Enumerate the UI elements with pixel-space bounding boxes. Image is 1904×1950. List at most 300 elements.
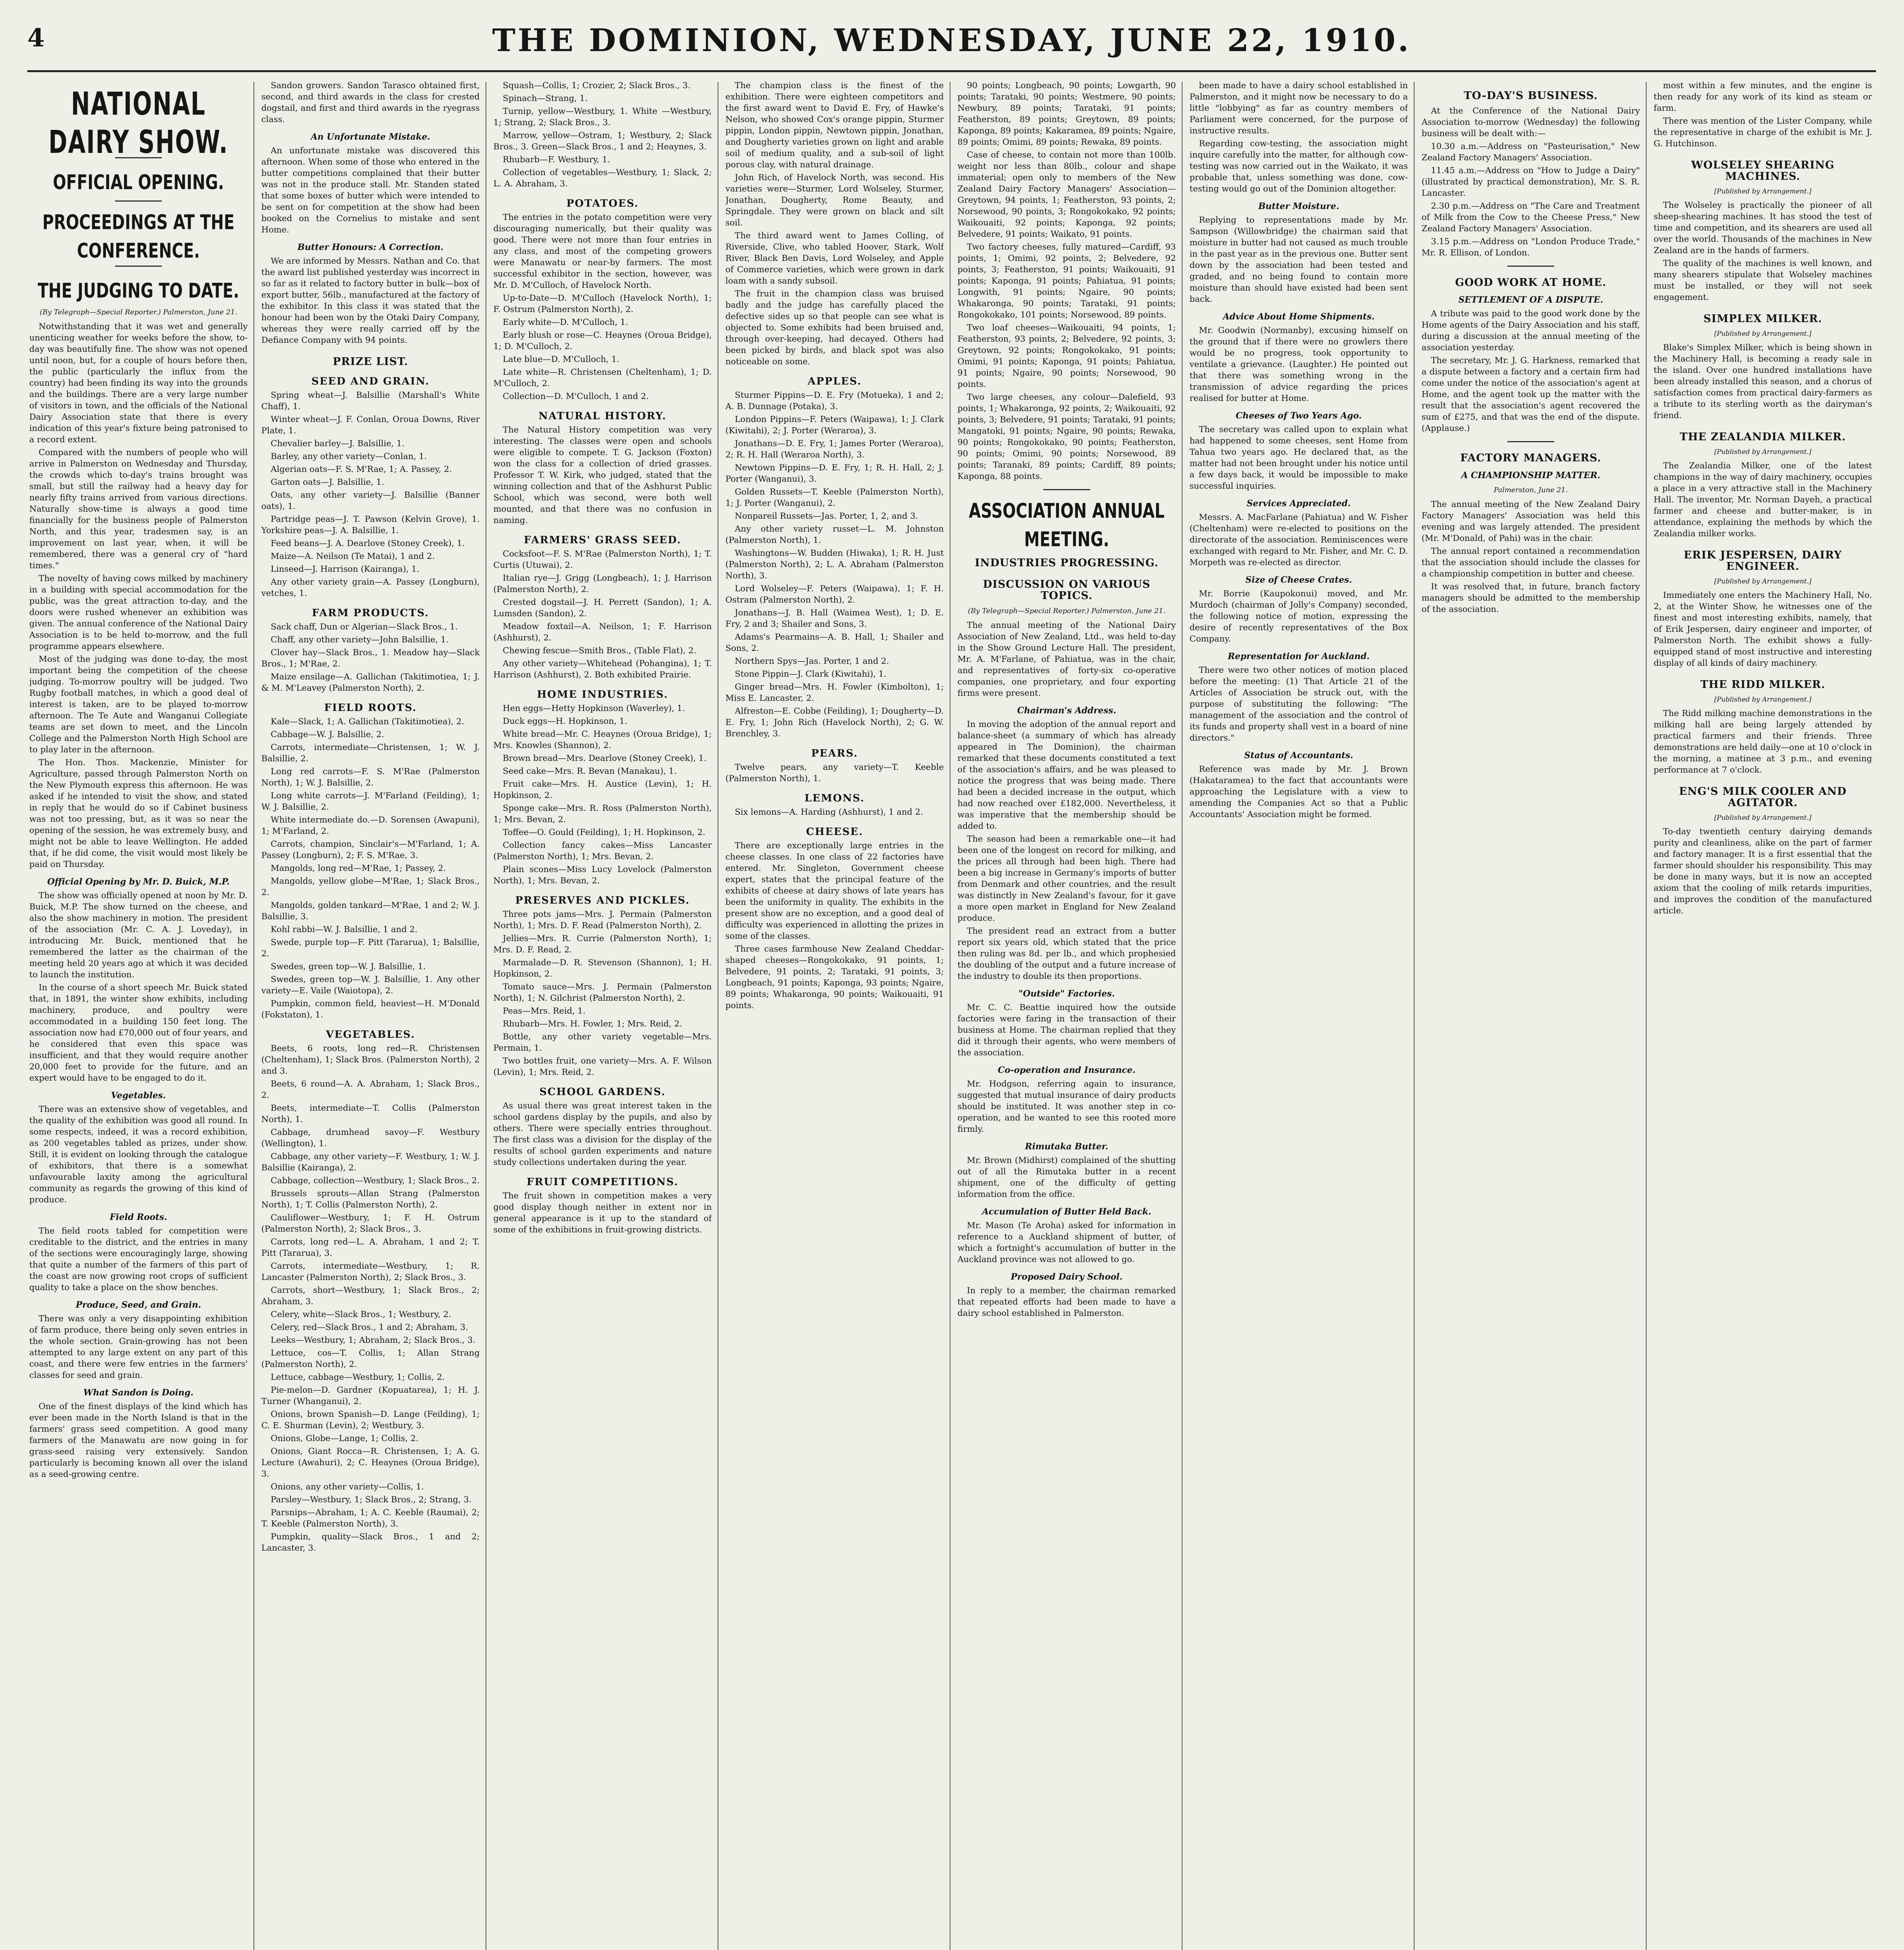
paragraph: Brown bread—Mrs. Dearlove (Stoney Creek), 1. (503, 753, 707, 763)
paragraph: Tomato sauce—Mrs. J. Permain (Palmerston North), 1; N. Gilchrist (Palmerston North), 2. (493, 982, 712, 1003)
masthead-title: THE DOMINION, WEDNESDAY, JUNE 22, 1910. (492, 22, 1411, 58)
paragraph: Swedes, green top—W. J. Balsillie, 1. (271, 962, 426, 971)
paragraph: The fruit in the champion class was bruised badly and the judge has carefully placed the defective sides up so that people can see what is objected to. Some exhibits had been bruised and, through over-keeping, had decayed. Others had been picked by birds, and black spot was also noticeable on some. (725, 289, 944, 367)
article-body (1654, 826, 1872, 916)
paragraph: Pumpkin, quality—Slack Bros., 1 and 2; Lancaster, 3. (261, 1532, 480, 1553)
paragraph: Washingtons—W. Budden (Hiwaka), 1; R. H. Just (Palmerston North), 2; L. A. Abraham (Palmerston North), 3. (725, 548, 944, 581)
article-body (493, 1190, 712, 1236)
paragraph: Late white—R. Christensen (Cheltenham), 1; D. M'Culloch, 2. (493, 367, 712, 388)
paragraph: At the Conference of the National Dairy Association to-morrow (Wednesday) the following business will be dealt with:— (1422, 106, 1640, 138)
subheading: Vegetables. (111, 1090, 166, 1101)
paragraph: Chaff, any other variety—John Balsillie, 1. (271, 635, 449, 645)
article-body (1190, 424, 1408, 492)
paragraph: A tribute was paid to the good work done by the Home agents of the Dairy Association and his staff, during a discussion at the annual meeting of the association yesterday. (1422, 309, 1640, 353)
prize-entries (261, 390, 480, 599)
paragraph: Sponge cake—Mrs. R. Ross (Palmerston North), 1; Mrs. Bevan, 2. (493, 803, 712, 824)
headline-zealandia: THE ZEALANDIA MILKER. (1679, 431, 1846, 443)
paragraph: Clover hay—Slack Bros., 1. Meadow hay—Slack Bros., 1; M'Rae, 2. (261, 648, 480, 669)
page-number: 4 (27, 23, 45, 53)
paragraph: Two factory cheeses, fully matured—Cardiff, 93 points, 1; Omimi, 92 points, 2; Belvedere, 92 points, 3; Featherston, 91 points; Waikouaiti, 91 points; Kaponga, 91 points; Pahiatua, 91 points; Longwith, 91 points; Ngaire, 90 points; Whakaronga, 90 points; Tarataki, 91 points; Rongokokako, 101 points; Norsewood, 89 points. (957, 242, 1176, 320)
paragraph: Celery, red—Slack Bros., 1 and 2; Abraham, 3. (271, 1322, 468, 1332)
paragraph: been made to have a dairy school established in Palmerston, and it might now be necessary to do a little "lobbying" as far as country members of Parliament were concerned, for the purpose of instructive results. (1190, 81, 1408, 136)
paragraph: The quality of the machines is well known, and many shearers stipulate that Wolseley machines must be installed, or they will not seek engagement. (1654, 259, 1872, 302)
article-body (1654, 708, 1872, 776)
paragraph: Parsnips—Abraham, 1; A. C. Keeble (Raumai), 2; T. Keeble (Palmerston North), 3. (261, 1508, 480, 1529)
paragraph: Maize—A. Neilson (Te Matai), 1 and 2. (271, 551, 435, 561)
paragraph: London Pippins—F. Peters (Waipawa), 1; J. Clark (Kiwitahi), 2; J. Porter (Weraroa), 3. (725, 415, 944, 436)
headline-simplex: SIMPLEX MILKER. (1703, 313, 1822, 325)
paragraph: In reply to a member, the chairman remarked that repeated efforts had been made to have a dairy school established in Palmerston. (957, 1286, 1176, 1318)
paragraph: Collection fancy cakes—Miss Lancaster (Palmerston North), 1; Mrs. Bevan, 2. (493, 840, 712, 862)
article-body (1190, 80, 1408, 195)
headline-official-opening: OFFICIAL OPENING. (53, 171, 224, 194)
subheadline: DISCUSSION ON VARIOUS TOPICS. (983, 578, 1151, 602)
paragraph: Mr. Mason (Te Aroha) asked for information in reference to a Auckland shipment of butter, of which a fortnight's accumulation of butter in the Auckland province was not allowed to go. (957, 1221, 1176, 1264)
paragraph: The entries in the potato competition were very discouraging numerically, but their quality was good. There were not more than four entries in any class, and most of the competing growers were Manawatu or near-by farmers. The most successful exhibitor in the section, however, was Mr. D. M'Culloch, of Havelock North. (493, 213, 712, 290)
paragraph: 11.45 a.m.—Address on "How to Judge a Dairy" (illustrated by practical demonstration), Mr. S. R. Lancaster. (1422, 166, 1640, 198)
section-heading: FARM PRODUCTS. (312, 607, 429, 619)
paragraph: The annual meeting of the New Zealand Dairy Factory Managers' Association was held this evening and was largely attended. The president (Mr. M'Donald, of Pahi) was in the chair. (1422, 500, 1640, 543)
paragraph: The show was officially opened at noon by Mr. D. Buick, M.P. The show turned on the cheese, and also the show machinery in motion. The president of the association (Mr. C. A. J. Loveday), in introducing Mr. Buick, mentioned that he remembered the latter as the chairman of the meeting held 20 years ago at which it was decided to launch the institution. (29, 891, 248, 980)
paragraph: Cabbage, drumhead savoy—F. Westbury (Wellington), 1. (261, 1127, 480, 1149)
column-7 (1422, 80, 1640, 1950)
subheading: Field Roots. (110, 1212, 167, 1222)
paragraph: Marrow, yellow—Ostram, 1; Westbury, 2; Slack Bros., 3. Green—Slack Bros., 1 and 2; Heaynes, 3. (493, 131, 712, 152)
paragraph: Italian rye—J. Grigg (Longbeach), 1; J. Harrison (Palmerston North), 2. (493, 573, 712, 594)
paragraph: Nonpareil Russets—Jas. Porter, 1, 2, and 3. (735, 511, 918, 521)
paragraph: The champion class is the finest of the exhibition. There were eighteen competitors and the first award went to David E. Fry, of Hawke's Nelson, who showed Cox's orange pippin, Sturmer pippin, London pippin, Newtown pippin, Jonathan, and Dougherty varieties grown on light and arable soil of medium quality, and a sub-soil of light porous clay, with natural drainage. (725, 81, 944, 170)
article-body (261, 145, 480, 236)
paragraph: It was resolved that, in future, branch factory managers should be admitted to the membership of the association. (1422, 582, 1640, 614)
byline: (By Telegraph—Special Reporter.) Palmerston, June 21. (968, 607, 1166, 615)
paragraph: Seed cake—Mrs. R. Bevan (Manakau), 1. (503, 766, 677, 776)
paragraph: Linseed—J. Harrison (Kairanga), 1. (271, 564, 420, 574)
article-body (29, 1313, 248, 1381)
paragraph: Early blush or rose—C. Heaynes (Oroua Bridge), 1; D. M'Culloch, 2. (493, 330, 712, 351)
section-heading: APPLES. (807, 376, 862, 387)
prize-entries (725, 807, 944, 818)
paragraph: Swedes, green top—W. J. Balsillie, 1. Any other variety—E. Vaile (Waiotopa), 2. (261, 975, 480, 996)
paragraph: most within a few minutes, and the engine is then ready for any work of its kind as steam or farm. (1654, 81, 1872, 113)
paragraph: Newtown Pippins—D. E. Fry, 1; R. H. Hall, 2; J. Porter (Wanganui), 3. (725, 463, 944, 484)
paragraph: Crested dogstail—J. H. Perrett (Sandon), 1; A. Lumsden (Sandon), 2. (493, 597, 712, 619)
subheading: Status of Accountants. (1244, 750, 1353, 760)
divider (1043, 489, 1090, 490)
paragraph: The Hon. Thos. Mackenzie, Minister for Agriculture, passed through Palmerston North on the New Plymouth express this afternoon. He was asked if he intended to visit the show, and stated in reply that he would do so if Cabinet business was not too pressing, but, as it was so near the opening of the session, he was extremely busy, and might not be able to leave Wellington. He added that, if he did come, the visit would most likely be paid on Thursday. (29, 758, 248, 869)
subheading: Cheeses of Two Years Ago. (1236, 411, 1362, 421)
headline-jespersen: ERIK JESPERSEN, DAIRY ENGINEER. (1684, 549, 1842, 573)
paragraph: We are informed by Messrs. Nathan and Co. that the award list published yesterday was incorrect in so far as it related to factory butter in bulk—box of export butter, 56lb., manufactured at the factory of the exhibitor. In this class it was stated that the honour had been won by the Otaki Dairy Company, whereas they were really carried off by the Defiance Company with 94 points. (261, 256, 480, 345)
paragraph: Plain scones—Miss Lucy Lovelock (Palmerston North), 1; Mrs. Bevan, 2. (493, 865, 712, 886)
paragraph: Parsley—Westbury, 1; Slack Bros., 2; Strang, 3. (271, 1495, 472, 1505)
divider (115, 266, 162, 267)
paragraph: Up-to-Date—D. M'Culloch (Havelock North), 1; F. Ostrum (Palmerston North), 2. (493, 293, 712, 314)
headline-dairy-show: NATIONAL DAIRY SHOW. (48, 85, 229, 161)
paragraph: Cabbage, any other variety—F. Westbury, 1; W. J. Balsillie (Kairanga), 2. (261, 1152, 480, 1173)
paragraph: Onions, any other variety—Collis, 1. (271, 1482, 424, 1492)
paragraph: Most of the judging was done to-day, the most important being the competition of the cheese judging. To-morrow poultry will be judged. Two Rugby football matches, in which a good deal of interest is taken, are to be played to-morrow afternoon. The Te Aute and Wanganui Collegiate teams are set down to meet, and the Lincoln College and the Palmerston North High School are to play later in the afternoon. (29, 654, 248, 755)
paragraph: Maize ensilage—A. Gallichan (Takitimotiea, 1; J. & M. M'Leavey (Palmerston North), 2. (261, 672, 480, 693)
paragraph: In moving the adoption of the annual report and balance-sheet (a summary of which has already appeared in The Dominion), the chairman remarked that these documents constituted a text of the association's affairs, and he was pleased to notice the progress that was being made. There had been a decided increase in the output, which had now reached over £182,000. Nevertheless, it was imperative that the membership should be added to. (957, 720, 1176, 831)
article-body (1654, 80, 1872, 149)
paragraph: Peas—Mrs. Reid, 1. (503, 1006, 586, 1016)
article-body (29, 321, 248, 870)
article-body (725, 840, 944, 1011)
subheading: Butter Honours: A Correction. (297, 242, 444, 252)
section-heading: SEED AND GRAIN. (311, 376, 430, 387)
paragraph: Mangolds, yellow globe—M'Rae, 1; Slack Bros., 2. (261, 876, 480, 897)
paragraph: Cabbage, collection—Westbury, 1; Slack Bros., 2. (271, 1176, 480, 1186)
column-rule (1646, 82, 1647, 1950)
column-4 (725, 80, 944, 1950)
section-heading: FRUIT COMPETITIONS. (527, 1176, 679, 1188)
paragraph: Barley, any other variety—Conlan, 1. (271, 452, 427, 461)
section-heading: PEARS. (811, 748, 858, 759)
subheading: Services Appreciated. (1246, 498, 1351, 509)
paragraph: Brussels sprouts—Allan Strang (Palmerston North), 1; T. Collis (Palmerston North), 2. (261, 1189, 480, 1210)
paragraph: White intermediate do.—D. Sorensen (Awapuni), 1; M'Farland, 2. (261, 815, 480, 836)
headline-judging: THE JUDGING TO DATE. (37, 279, 239, 303)
prize-entries (493, 703, 712, 886)
article-body (957, 1002, 1176, 1058)
paragraph: Spinach—Strang, 1. (503, 94, 588, 103)
paragraph: Mangolds, golden tankard—M'Rae, 1 and 2; W. J. Balsillie, 3. (261, 901, 480, 922)
paragraph: Jellies—Mrs. R. Currie (Palmerston North), 1; Mrs. D. F. Read, 2. (493, 934, 712, 955)
article-body (493, 1100, 712, 1168)
column-5 (957, 80, 1176, 1950)
article-body (957, 1220, 1176, 1265)
headline-ridd: THE RIDD MILKER. (1700, 679, 1826, 691)
paragraph: The fruit shown in competition makes a very good display though neither in extent nor in general appearance is it up to the standard of some of the exhibitions in fruit-growing districts. (493, 1191, 712, 1235)
paragraph: Marmalade—D. R. Stevenson (Shannon), 1; H. Hopkinson, 2. (493, 958, 712, 979)
published-note: [Published by Arrangement.] (1714, 188, 1812, 195)
article-body (261, 80, 480, 125)
paragraph: Collection—D. M'Culloch, 1 and 2. (503, 392, 649, 401)
paragraph: Bottle, any other variety vegetable—Mrs. Permain, 1. (493, 1032, 712, 1053)
article-body (957, 1078, 1176, 1135)
paragraph: One of the finest displays of the kind which has ever been made in the North Island is that in the farmers' grass seed competition. A good many farmers of the Manawatu are now going in for grass-seed raising very extensively. Sandon particularly is becoming known all over the island as a seed-growing centre. (29, 1402, 248, 1479)
prize-entries (261, 1043, 480, 1554)
paragraph: Fruit cake—Mrs. H. Austice (Levin), 1; H. Hopkinson, 2. (493, 779, 712, 800)
paragraph: The Ridd milking machine demonstrations in the milking hall are being largely attended by practical farmers and their friends. Three demonstrations are held daily—one at 10 o'clock in the morning, a matinee at 3 p.m., and evening performance at 7 o'clock. (1654, 709, 1872, 775)
subheading: Advice About Home Shipments. (1223, 312, 1375, 322)
paragraph: Carrots, intermediate—Westbury, 1; R. Lancaster (Palmerston North), 2; Slack Bros., 3. (261, 1261, 480, 1282)
paragraph: There are exceptionally large entries in the cheese classes. In one class of 22 factories have entered. Mr. Singleton, Government cheese expert, states that the principal feature of the exhibits of cheese at dairy shows of late years has been the uniformity in quality. The exhibits in the present show are no exception, and a good deal of difficulty was experienced in allotting the prizes in some of the classes. (725, 841, 944, 941)
paragraph: Twelve pears, any variety—T. Keeble (Palmerston North), 1. (725, 762, 944, 784)
article-body (1190, 512, 1408, 568)
paragraph: Spring wheat—J. Balsillie (Marshall's White Chaff), 1. (261, 390, 480, 411)
paragraph: Case of cheese, to contain not more than 100lb. weight nor less than 80lb., colour and shape immaterial; open only to members of the New Zealand Dairy Factory Managers' Association—Greytown, 94 points, 1; Featherston, 93 points, 2; Norsewood, 90 points, 3; Rongokokako, 92 points; Waikouaiti, 92 points; Kaponga, 92 points; Belvedere, 91 points; Waikato, 91 points. (957, 150, 1176, 239)
paragraph: As usual there was great interest taken in the school gardens display by the pupils, and also by others. There were specially entries throughout. The first class was a division for the display of the results of school garden experiments and nature study collections undertaken during the year. (493, 1101, 712, 1167)
article-body (29, 1401, 248, 1480)
paragraph: Northern Spys—Jas. Porter, 1 and 2. (735, 656, 889, 666)
paragraph: Late blue—D. M'Culloch, 1. (503, 355, 620, 364)
paragraph: Garton oats—J. Balsillie, 1. (271, 477, 385, 487)
paragraph: The season had been a remarkable one—it had been one of the longest on record for milking, and the prices all through had been high. There had been a big increase in Germany's imports of butter from Denmark and other countries, and the result was distinctly in New Zealand's favour, for it gave a more open market in England for New Zealand produce. (957, 834, 1176, 923)
paragraph: Notwithstanding that it was wet and generally unenticing weather for weeks before the show, to-day was beautifully fine. The show was not opened until noon, but, for a couple of hours before then, the public (particularly the influx from the country) had been finding its way into the grounds and the buildings. There are a very large number of visitors in town, and the officials of the National Dairy Association state that there is every indication of this year's fixture being patronised to a record extent. (29, 322, 248, 445)
paragraph: Carrots, champion, Sinclair's—M'Farland, 1; A. Passey (Longburn), 2; F. S. M'Rae, 3. (261, 839, 480, 860)
subheading: Proposed Dairy School. (1011, 1272, 1123, 1282)
paragraph: Early white—D. M'Culloch, 1. (503, 317, 628, 327)
article-body (1190, 764, 1408, 820)
paragraph: Onions, Giant Rocca—R. Christensen, 1; A. G. Lecture (Awahuri), 2; C. Heaynes (Oroua Bridge), 3. (261, 1447, 480, 1479)
paragraph: Two large cheeses, any colour—Dalefield, 93 points, 1; Whakaronga, 92 points, 2; Waikouaiti, 92 points, 3; Belvedere, 91 points; Tarataki, 91 points; Mangatoki, 91 points; Ngaire, 90 points; Rewaka, 90 points; Rongokokako, 90 points; Featherston, 90 points; Omimi, 90 points; Norsewood, 89 points; Taranaki, 89 points; Cardiff, 89 points; Kaponga, 88 points. (957, 392, 1176, 481)
paragraph: Leeks—Westbury, 1; Abraham, 2; Slack Bros., 3. (271, 1335, 475, 1345)
paragraph: Mangolds, long red—M'Rae, 1; Passey, 2. (271, 863, 446, 873)
article-body (1190, 214, 1408, 305)
paragraph: Feed beans—J. A. Dearlove (Stoney Creek), 1. (271, 539, 465, 548)
headline-conference: PROCEEDINGS AT THE CONFERENCE. (42, 211, 235, 263)
byline: Palmerston, June 21. (1494, 486, 1568, 494)
paragraph: Mr. Borrie (Kaupokonui) moved, and Mr. Murdoch (chairman of Jolly's Company) seconded, the following notice of motion, expressing the desire of recently representatives of the Box Company. (1190, 589, 1408, 644)
paragraph: The secretary, Mr. J. G. Harkness, remarked that a dispute between a factory and a certain firm had come under the notice of the association's agent at Home, and the agent took up the matter with the result that the association's agent recovered the sum of £275, and that was the end of the dispute. (Applause.) (1422, 356, 1640, 433)
paragraph: Regarding cow-testing, the association might inquire carefully into the matter, for although cow-testing was now carried out in the Waikato, it was probable that, unless something was done, cow-testing would go out of the Dominion altogether. (1190, 139, 1408, 194)
paragraph: An unfortunate mistake was discovered this afternoon. When some of those who entered in the butter competitions complained that their butter was not in the produce stall. Mr. Standen stated that some boxes of butter which were intended to be sent on for competition at the show had been booked on the Cornelius to mistake and sent Home. (261, 146, 480, 235)
paragraph: Cauliflower—Westbury, 1; F. H. Ostrum (Palmerston North), 2; Slack Bros., 3. (261, 1213, 480, 1234)
section-heading: CHEESE. (806, 826, 863, 838)
paragraph: Turnip, yellow—Westbury, 1. White —Westbury, 1; Strang, 2; Slack Bros., 3. (493, 106, 712, 128)
paragraph: Cocksfoot—F. S. M'Rae (Palmerston North), 1; T. Curtis (Utuwai), 2. (493, 549, 712, 570)
subheading: Accumulation of Butter Held Back. (982, 1207, 1151, 1217)
article-body (1654, 342, 1872, 421)
paragraph: Three cases farmhouse New Zealand Cheddar-shaped cheeses—Rongokokako, 91 points, 1; Belvedere, 91 points, 2; Tarataki, 91 points, 3; Longbeach, 91 points; Kaponga, 93 points; Ngaire, 89 points; Whakaronga, 90 points; Waikouaiti, 91 points. (725, 944, 944, 1010)
published-note: [Published by Arrangement.] (1714, 814, 1812, 822)
section-heading: FARMERS' GRASS SEED. (524, 534, 681, 546)
paragraph: There was only a very disappointing exhibition of farm produce, there being only seven entries in the whole section. Grain-growing has not been attempted to any large extent on any part of this coast, and there were few entries in the farmers' classes for seed and grain. (29, 1314, 248, 1380)
paragraph: Winter wheat—J. F. Conlan, Oroua Downs, River Plate, 1. (261, 415, 480, 436)
prize-entries (493, 80, 712, 190)
paragraph: Long red carrots—F. S. M'Rae (Palmerston North), 1; W. J. Balsillie, 2. (261, 767, 480, 788)
subheading: Chairman's Address. (1017, 706, 1116, 716)
paragraph: Carrots, short—Westbury, 1; Slack Bros., 2; Abraham, 3. (261, 1285, 480, 1306)
paragraph: In the course of a short speech Mr. Buick stated that, in 1891, the winter show exhibits, including machinery, produce, and poultry were accommodated in a building 150 feet long. The association now had £70,000 out of four years, and he considered that even this space was insufficient, and that they would require another 20,000 feet to provide for the future, and an expert would have to be engaged to do it. (29, 983, 248, 1083)
paragraph: Carrots, intermediate—Christensen, 1; W. J. Balsillie, 2. (261, 743, 480, 764)
paragraph: Mr. C. C. Beattie inquired how the outside factories were faring in the transaction of their business at Home. The chairman replied that they did it through their agents, who were members of the association. (957, 1003, 1176, 1058)
divider (115, 200, 162, 202)
paragraph: Celery, white—Slack Bros., 1; Westbury, 2. (271, 1310, 451, 1319)
article-body (1654, 460, 1872, 539)
article-body (725, 80, 944, 367)
paragraph: Hen eggs—Hetty Hopkinson (Waverley), 1. (503, 704, 685, 713)
article-body (1422, 308, 1640, 434)
paragraph: Rhubarb—Mrs. H. Fowler, 1; Mrs. Reid, 2. (503, 1019, 683, 1029)
paragraph: Carrots, long red—L. A. Abraham, 1 and 2; T. Pitt (Tararua), 3. (261, 1237, 480, 1258)
prize-entries (493, 548, 712, 681)
section-heading: POTATOES. (566, 198, 639, 209)
subheading: An Unfortunate Mistake. (310, 132, 431, 142)
paragraph: Blake's Simplex Milker, which is being shown in the Machinery Hall, is becoming a ready sale in the island. Over one hundred installations have been already installed this season, and a chorus of satisfaction comes from practical dairy-farmers as a tribute to its sterling worth as the dairyman's friend. (1654, 343, 1872, 420)
paragraph: 3.15 p.m.—Address on "London Produce Trade," Mr. R. Ellison, of London. (1422, 237, 1640, 258)
article-body (1654, 200, 1872, 303)
paragraph: The secretary was called upon to explain what had happened to some cheeses, sent Home from Tahua two years ago. He declared that, as the matter had not been brought under his notice until a few days back, it would be impossible to make successful inquiries. (1190, 425, 1408, 491)
paragraph: 2.30 p.m.—Address on "The Care and Treatment of Milk from the Cow to the Cheese Press," New Zealand Factory Managers' Association. (1422, 201, 1640, 234)
article-body (957, 620, 1176, 699)
prize-entries (493, 909, 712, 1078)
section-heading: LEMONS. (804, 792, 865, 804)
paragraph: Swede, purple top—F. Pitt (Tararua), 1; Balsillie, 2. (261, 938, 480, 959)
paragraph: Chevalier barley—J. Balsillie, 1. (271, 439, 405, 448)
published-note: [Published by Arrangement.] (1714, 696, 1812, 704)
article-body (261, 255, 480, 346)
section-heading: VEGETABLES. (326, 1029, 415, 1041)
column-2 (261, 80, 480, 1950)
article-body (957, 80, 1176, 482)
paragraph: 10.30 a.m.—Address on "Pasteurisation," New Zealand Factory Managers' Association. (1422, 142, 1640, 163)
prize-entries (493, 292, 712, 402)
paragraph: Replying to representations made by Mr. Sampson (Willowbridge) the chairman said that moisture in butter had not caused as much trouble in the past year as in the previous one. Butter sent down by the association had been tested and graded, and no being found to contain more moisture than should have existed had been sent back. (1190, 215, 1408, 304)
subheading: A CHAMPIONSHIP MATTER. (1461, 470, 1601, 480)
subheading: Official Opening by Mr. D. Buick, M.P. (47, 877, 230, 887)
paragraph: Meadow foxtail—A. Neilson, 1; F. Harrison (Ashhurst), 2. (493, 622, 712, 643)
paragraph: Kale—Slack, 1; A. Gallichan (Takitimotiea), 2. (271, 717, 464, 727)
paragraph: Pumpkin, common field, heaviest—H. M'Donald (Fokstaton), 1. (261, 999, 480, 1020)
paragraph: The Zealandia Milker, one of the latest champions in the way of dairy machinery, occupies a place in a very attractive stall in the Machinery Hall. The inventor, Mr. Norman Dayeh, a practical farmer and cheese and butter-maker, is in attendance, explaining the methods by which the Zealandia milker works. (1654, 461, 1872, 539)
divider (1507, 266, 1554, 267)
headline-wolseley: WOLSELEY SHEARING MACHINES. (1691, 159, 1835, 183)
paragraph: Ginger bread—Mrs. H. Fowler (Kimbolton), 1; Miss E. Lancaster, 2. (725, 682, 944, 703)
paragraph: Sturmer Pippins—D. E. Fry (Motueka), 1 and 2; A. B. Dunnage (Potaka), 3. (725, 390, 944, 411)
paragraph: The third award went to James Colling, of Riverside, Clive, who tabled Hoover, Stark, Wolf River, Black Ben Davis, Lord Wolseley, and Apple of Commerce varieties, which were grown in dark loam with a sandy subsoil. (725, 231, 944, 286)
paragraph: The novelty of having cows milked by machinery in a building with special accommodation for the public, was the great attraction to-day, and the doors were rushed whenever an exhibition was given. The annual conference of the National Dairy Association is to be held to-morrow, and the full programme appears elsewhere. (29, 574, 248, 651)
paragraph: Duck eggs—H. Hopkinson, 1. (503, 716, 628, 726)
column-6 (1190, 80, 1408, 1950)
paragraph: The field roots tabled for competition were creditable to the district, and the entries in many of the sections were encouragingly large, showing that quite a number of the farmers of this part of the coast are now growing root crops of sufficient quality to take a place on the show benches. (29, 1226, 248, 1292)
paragraph: Chewing fescue—Smith Bros., (Table Flat), 2. (503, 646, 697, 656)
paragraph: There was mention of the Lister Company, while the representative in charge of the exhibit is Mr. J. G. Hutchinson. (1654, 116, 1872, 149)
prize-entries (261, 716, 480, 1021)
paragraph: Reference was made by Mr. J. Brown (Hakataramea) to the fact that accountants were approaching the Legislature with a view to amending the Companies Act so that a Public Accountants' Association might be formed. (1190, 764, 1408, 819)
paragraph: Squash—Collis, 1; Crozier, 2; Slack Bros., 3. (503, 81, 691, 90)
paragraph: Golden Russets—T. Keeble (Palmerston North), 1; J. Porter (Wanganui), 2. (725, 487, 944, 508)
paragraph: Stone Pippin—J. Clark (Kiwitahi), 1. (735, 669, 887, 679)
article-body (29, 890, 248, 1084)
paragraph: Lord Wolseley—F. Peters (Waipawa), 1; F. H. Ostram (Palmerston North), 2. (725, 584, 944, 605)
headline-todays-business: TO-DAY'S BUSINESS. (1464, 90, 1598, 102)
article-body (29, 1225, 248, 1293)
paragraph: Sack chaff, Dun or Algerian—Slack Bros., 1. (271, 622, 458, 632)
headline-factory-managers: FACTORY MANAGERS. (1460, 452, 1601, 464)
headline-eng-cooler: ENG'S MILK COOLER AND AGITATOR. (1679, 785, 1847, 809)
subheading: Rimutaka Butter. (1025, 1142, 1108, 1152)
article-body (1190, 588, 1408, 645)
article-body (493, 212, 712, 291)
paragraph: Jonathans—D. E. Fry, 1; James Porter (Weraroa), 2; R. H. Hall (Weraroa North), 3. (725, 439, 944, 460)
byline: (By Telegraph—Special Reporter.) Palmerston, June 21. (39, 308, 238, 316)
paragraph: Six lemons—A. Harding (Ashhurst), 1 and 2. (735, 807, 923, 817)
paragraph: Beets, 6 round—A. A. Abraham, 1; Slack Bros., 2. (261, 1079, 480, 1100)
paragraph: Three pots jams—Mrs. J. Permain (Palmerston North), 1; Mrs. D. F. Read (Palmerston North), 2. (493, 909, 712, 931)
subheading: What Sandon is Doing. (83, 1388, 194, 1398)
paragraph: The annual meeting of the National Dairy Association of New Zealand, Ltd., was held to-day in the Show Ground Lecture Hall. The president, Mr. A. M'Farlane, of Pahiatua, was in the chair, and representatives of forty-six co-operative companies, one proprietary, and four exporting firms were present. (957, 620, 1176, 698)
paragraph: Partridge peas—J. T. Pawson (Kelvin Grove), 1. Yorkshire peas—J. A. Balsillie, 1. (261, 514, 480, 535)
section-heading: HOME INDUSTRIES. (537, 689, 668, 700)
paragraph: There were two other notices of motion placed before the meeting: (1) That Article 21 of the Articles of Association be struck out, with the purpose of substituting the following: "The management of the association and the control of its funds and property shall vest in a board of nine directors." (1190, 665, 1408, 743)
paragraph: Lettuce, cos—T. Collis, 1; Allan Strang (Palmerston North), 2. (261, 1348, 480, 1369)
column-rule (1414, 82, 1415, 1950)
prize-entries (261, 621, 480, 694)
column-3 (493, 80, 712, 1950)
paragraph: Any other variety grain—A. Passey (Longburn), vetches, 1. (261, 577, 480, 598)
article-body (957, 719, 1176, 982)
paragraph: Pie-melon—D. Gardner (Kopuatarea), 1; H. J. Turner (Whanganui), 2. (261, 1385, 480, 1406)
article-body (1190, 325, 1408, 404)
paragraph: Mr. Brown (Midhirst) complained of the shutting out of all the Rimutaka butter in a recent shipment, one of the difficulty of getting information from the office. (957, 1156, 1176, 1199)
paragraph: Sandon growers. Sandon Tarasco obtained first, second, and third awards in the class for crested dogstail, and first and third awards in the ryegrass class. (261, 81, 480, 124)
paragraph: Any other variety russet—L. M. Johnston (Palmerston North), 1. (725, 524, 944, 545)
paragraph: The annual report contained a recommendation that the association should include the classes for a championship competition in butter and cheese. (1422, 546, 1640, 579)
paragraph: The Wolseley is practically the pioneer of all sheep-shearing machines. It has stood the test of time and competition, and its shearers are used all over the world. Thousands of the machines in New Zealand are in the hands of farmers. (1654, 200, 1872, 255)
paragraph: The president read an extract from a butter report six years old, which stated that the price then ruling was 8d. per lb., and which prophesied the doubling of the output and a future increase of the industry to double its then proportions. (957, 926, 1176, 981)
paragraph: Alfreston—E. Cobbe (Feilding), 1; Dougherty—D. E. Fry, 1; John Rich (Havelock North), 2; G. W. Brenchley, 3. (725, 706, 944, 739)
paragraph: 90 points; Longbeach, 90 points; Lowgarth, 90 points; Tarataki, 90 points; Westmere, 90 points; Newbury, 89 points; Tarataki, 91 points; Featherston, 89 points; Greytown, 89 points; Kaponga, 89 points; Kakaramea, 89 points; Ngaire, 89 points; Omimi, 89 points; Rewaka, 89 points. (957, 81, 1176, 147)
section-heading: FIELD ROOTS. (324, 702, 417, 714)
subheading: Size of Cheese Crates. (1245, 575, 1352, 585)
headline-good-work: GOOD WORK AT HOME. (1455, 277, 1606, 289)
section-heading: SCHOOL GARDENS. (539, 1086, 666, 1098)
paragraph: Two loaf cheeses—Waikouaiti, 94 points, 1; Featherston, 93 points, 2; Belvedere, 92 points, 3; Greytown, 92 points; Rongokokako, 91 points; Omimi, 91 points; Kaponga, 91 points; Pahiatua, 91 points; Ngaire, 90 points; Norsewood, 90 points. (957, 323, 1176, 389)
section-heading: NATURAL HISTORY. (538, 410, 667, 422)
article-body (493, 424, 712, 526)
paragraph: Toffee—O. Gould (Feilding), 1; H. Hopkinson, 2. (503, 828, 706, 837)
subheading: Co-operation and Insurance. (998, 1065, 1136, 1075)
article-body (29, 1104, 248, 1205)
paragraph: To-day twentieth century dairying demands purity and cleanliness, alike on the part of farmer and factory manager. It is a first essential that the farmer should shoulder his responsibility. This may be done in many ways, but it is now an accepted axiom that the cooling of milk retards impurities, and improves the condition of the manufactured article. (1654, 827, 1872, 916)
subheading: Butter Moisture. (1258, 201, 1339, 211)
prize-entries (725, 762, 944, 784)
paragraph: Messrs. A. MacFarlane (Pahiatua) and W. Fisher (Cheltenham) were re-elected to positions on the directorate of the association. Reminiscences were exchanged with regard to Mr. Fisher, and Mr. C. D. Morpeth was re-elected as director. (1190, 512, 1408, 567)
article-body (957, 1155, 1176, 1200)
paragraph: Algerian oats—F. S. M'Rae, 1; A. Passey, 2. (271, 464, 452, 474)
subheading: SETTLEMENT OF A DISPUTE. (1458, 295, 1603, 305)
prize-entries (725, 390, 944, 739)
prize-list-heading: PRIZE LIST. (333, 356, 408, 368)
divider (1507, 441, 1554, 442)
article-body (957, 1285, 1176, 1319)
published-note: [Published by Arrangement.] (1714, 578, 1812, 585)
paragraph: Onions, Globe—Lange, 1; Collis, 2. (271, 1434, 418, 1443)
headline-annual-meeting: ASSOCIATION ANNUAL MEETING. (968, 499, 1165, 551)
paragraph: Mr. Goodwin (Normanby), excusing himself on the ground that if there were no growlers there would be no progress, took opportunity to ventilate a grievance. (Laughter.) He pointed out that there was something wrong in the transmission of advice regarding the prices realised for butter at Home. (1190, 326, 1408, 403)
published-note: [Published by Arrangement.] (1714, 330, 1812, 338)
masthead (27, 16, 1876, 72)
paragraph: Two bottles fruit, one variety—Mrs. A. F. Wilson (Levin), 1; Mrs. Reid, 2. (493, 1056, 712, 1077)
article-body (1654, 590, 1872, 669)
paragraph: Mr. Hodgson, referring again to insurance, suggested that mutual insurance of dairy products should be instituted. It was another step in co-operation, and he wanted to see this rooted more firmly. (957, 1079, 1176, 1134)
column-8 (1654, 80, 1872, 1950)
article-body (1422, 499, 1640, 615)
paragraph: Cabbage—W. J. Balsillie, 2. (271, 730, 385, 739)
paragraph: Onions, brown Spanish—D. Lange (Feilding), 1; C. E. Shurman (Levin), 2; Westbury, 3. (261, 1409, 480, 1431)
subheading: "Outside" Factories. (1018, 989, 1115, 999)
paragraph: The Natural History competition was very interesting. The classes were open and schools were eligible to compete. T. G. Jackson (Foxton) won the class for a collection of dried grasses. Professor T. W. Kirk, who judged, stated that the winning collection and that of the Ashhurst Public School, which was second, were both well mounted, and that there was no confusion in naming. (493, 425, 712, 525)
paragraph: Jonathans—J. B. Hall (Waimea West), 1; D. E. Fry, 2 and 3; Shailer and Sons, 3. (725, 608, 944, 629)
subheading: Representation for Auckland. (1228, 651, 1370, 661)
article-body (1190, 665, 1408, 744)
paragraph: Compared with the numbers of people who will arrive in Palmerston on Wednesday and Thursday, the crowds which to-day's trains brought was small, but still the railway had a heavy day for nearly fifty trains arrived from various directions. Naturally show-time is always a good time financially for the business people of Palmerston North, and this year, tradesmen say, is an improvement on last year, when, it will be remembered, there was a general cry of "hard times." (29, 448, 248, 571)
section-heading: PRESERVES AND PICKLES. (515, 895, 690, 906)
paragraph: Immediately one enters the Machinery Hall, No. 2, at the Winter Show, he witnesses one of the finest and most interesting exhibits, namely, that of Erik Jespersen, dairy engineer and importer, of Palmerston North. The exhibit shows a fully-equipped stand of most instructive and interesting display of all kinds of dairy machinery. (1654, 590, 1872, 668)
paragraph: John Rich, of Havelock North, was second. His varieties were—Sturmer, Lord Wolseley, Sturmer, Jonathan, Dougherty, Rome Beauty, and Springdale. They were grown on black and silt soil. (725, 173, 944, 228)
published-note: [Published by Arrangement.] (1714, 448, 1812, 456)
paragraph: Oats, any other variety—J. Balsillie (Banner oats), 1. (261, 490, 480, 511)
paragraph: Rhubarb—F. Westbury, 1. (503, 155, 610, 165)
paragraph: Lettuce, cabbage—Westbury, 1; Collis, 2. (271, 1372, 445, 1382)
paragraph: White bread—Mr. C. Heaynes (Oroua Bridge), 1; Mrs. Knowles (Shannon), 2. (493, 729, 712, 750)
paragraph: Any other variety—Whitehead (Pohangina), 1; T. Harrison (Ashhurst), 2. Both exhibited Prairie. (493, 659, 712, 680)
paragraph: Kohl rabbi—W. J. Balsillie, 1 and 2. (271, 925, 418, 934)
paragraph: Beets, 6 roots, long red—R. Christensen (Cheltenham), 1; Slack Bros. (Palmerston North), 2 and 3. (261, 1044, 480, 1076)
column-1 (29, 80, 248, 1950)
